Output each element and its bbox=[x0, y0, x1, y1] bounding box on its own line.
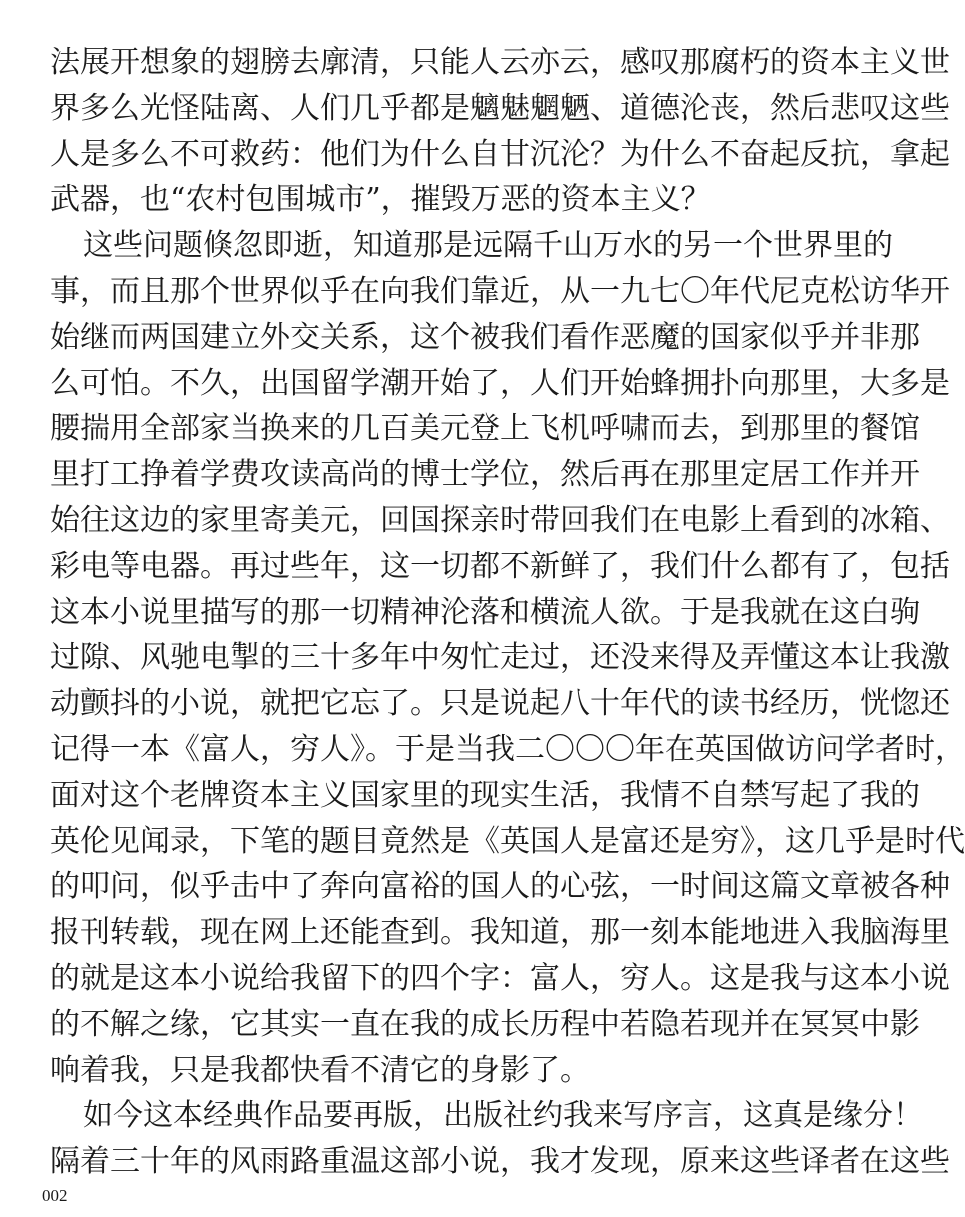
text-line: 始继而两国建立外交关系，这个被我们看作恶魔的国家似乎并非那 bbox=[50, 319, 920, 355]
text-line: 腰揣用全部家当换来的几百美元登上飞机呼啸而去，到那里的餐馆 bbox=[50, 411, 920, 447]
text-line: 如今这本经典作品要再版，出版社约我来写序言，这真是缘分！ bbox=[83, 1098, 923, 1134]
text-line: 的叩问，似乎击中了奔向富裕的国人的心弦，一时间这篇文章被各种 bbox=[50, 869, 950, 905]
text-line: 界多么光怪陆离、人们几乎都是魑魅魍魉、道德沦丧，然后悲叹这些 bbox=[50, 90, 950, 126]
text-line: 这些问题倏忽即逝，知道那是远隔千山万水的另一个世界里的 bbox=[83, 228, 893, 264]
text-line: 面对这个老牌资本主义国家里的现实生活，我情不自禁写起了我的 bbox=[50, 777, 920, 813]
text-line: 的不解之缘，它其实一直在我的成长历程中若隐若现并在冥冥中影 bbox=[50, 1006, 920, 1042]
text-line: 始往这边的家里寄美元，回国探亲时带回我们在电影上看到的冰箱、 bbox=[50, 502, 950, 538]
text-line: 动颤抖的小说，就把它忘了。只是说起八十年代的读书经历，恍惚还 bbox=[50, 686, 950, 722]
text-line: 武器，也“农村包围城市”，摧毁万恶的资本主义？ bbox=[50, 182, 711, 218]
text-line: 这本小说里描写的那一切精神沦落和横流人欲。于是我就在这白驹 bbox=[50, 594, 920, 630]
text-line: 人是多么不可救药：他们为什么自甘沉沦？为什么不奋起反抗，拿起 bbox=[50, 136, 950, 172]
paragraph bbox=[50, 223, 965, 1093]
page-number: 002 bbox=[42, 1186, 68, 1205]
text-line: 隔着三十年的风雨路重温这部小说，我才发现，原来这些译者在这些 bbox=[50, 1144, 950, 1180]
text-line: 记得一本《富人，穷人》。于是当我二〇〇〇年在英国做访问学者时， bbox=[50, 731, 965, 767]
text-line: 事，而且那个世界似乎在向我们靠近，从一九七〇年代尼克松访华开 bbox=[50, 273, 950, 309]
paragraph bbox=[50, 40, 950, 223]
text-line: 过隙、风驰电掣的三十多年中匆忙走过，还没来得及弄懂这本让我激 bbox=[50, 640, 950, 676]
text-line: 法展开想象的翅膀去廓清，只能人云亦云，感叹那腐朽的资本主义世 bbox=[50, 45, 950, 80]
body-text bbox=[50, 40, 965, 1185]
text-line: 英伦见闻录，下笔的题目竟然是《英国人是富还是穷》，这几乎是时代 bbox=[50, 823, 965, 859]
text-line: 么可怕。不久，出国留学潮开始了，人们开始蜂拥扑向那里，大多是 bbox=[50, 365, 950, 401]
text-line: 的就是这本小说给我留下的四个字：富人，穷人。这是我与这本小说 bbox=[50, 960, 950, 996]
paragraph bbox=[50, 1093, 950, 1185]
text-line: 彩电等电器。再过些年，这一切都不新鲜了，我们什么都有了，包括 bbox=[50, 548, 950, 584]
text-line: 响着我，只是我都快看不清它的身影了。 bbox=[50, 1052, 590, 1088]
text-line: 里打工挣着学费攻读高尚的博士学位，然后再在那里定居工作并开 bbox=[50, 457, 920, 493]
text-line: 报刊转载，现在网上还能查到。我知道，那一刻本能地进入我脑海里 bbox=[50, 915, 950, 951]
